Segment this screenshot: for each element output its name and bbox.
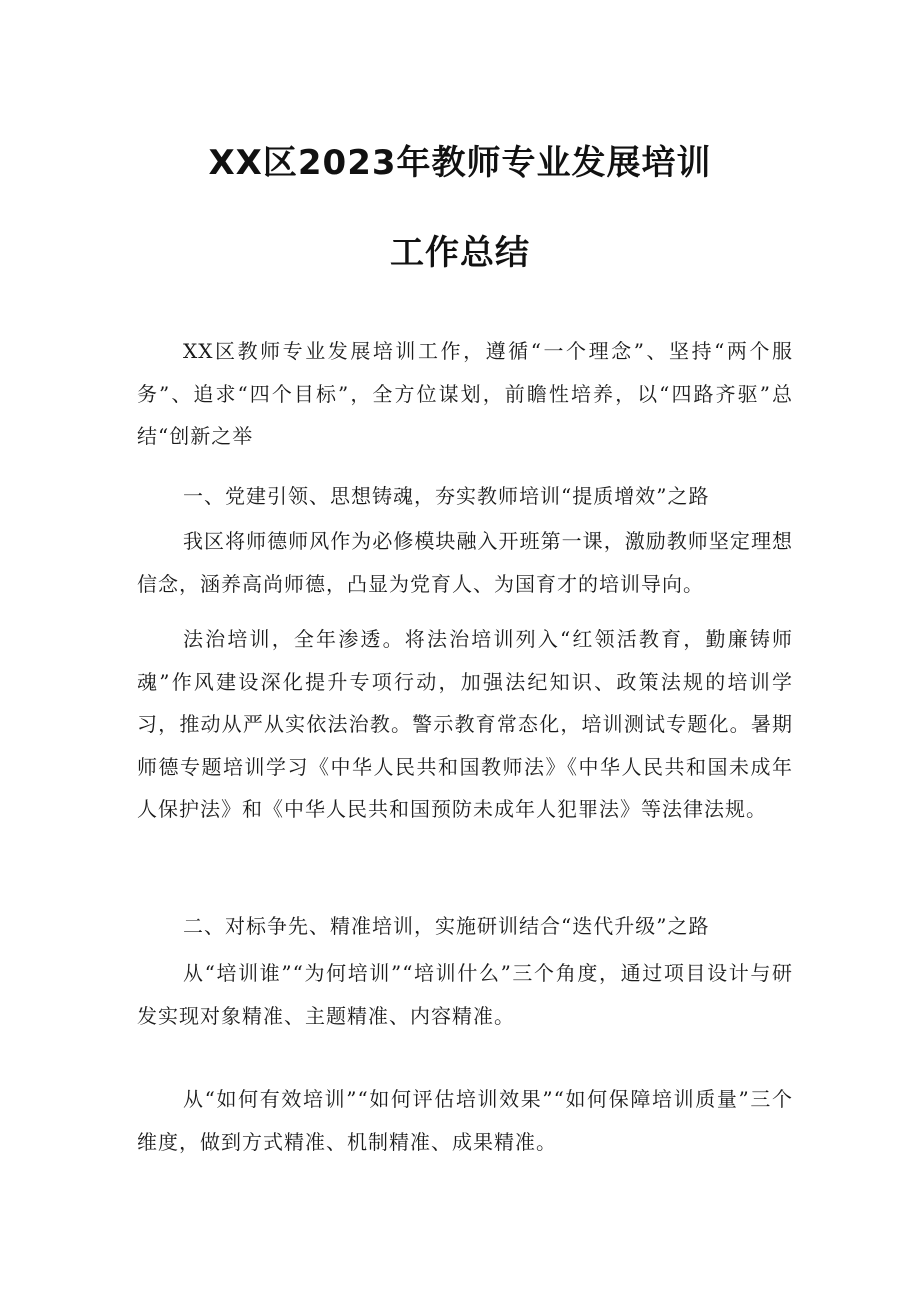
section-heading-2: 二、对标争先、精准培训，实施研训结合“迭代升级”之路 (183, 914, 710, 938)
paragraph-3: 从“培训谁”“为何培训”“培训什么”三个角度，通过项目设计与研发实现对象精准、主题精准、内容精准。 (137, 961, 793, 1028)
paragraph-2: 法治培训，全年渗透。将法治培训列入“红领活教育，勤廉铸师魂”作风建设深化提升专项行动，加强法纪知识、政策法规的培训学习，推动从严从实依法治教。警示教育常态化，培训测试专题化。暑期师德专题培训学习《中华人民共和国教师法》《中华人民共和国未成年人保护法》和《中华人民共和国预防未成年人犯罪法》等法律法规。 (137, 627, 793, 821)
paragraph-intro: XX区教师专业发展培训工作，遵循“一个理念”、坚持“两个服务”、追求“四个目标”，全方位谋划，前瞻性培养，以“四路齐驱”总结“创新之举 (137, 339, 793, 448)
document-title-line-2: 工作总结 (390, 233, 530, 273)
section-heading-1: 一、党建引领、思想铸魂，夯实教师培训“提质增效”之路 (183, 484, 710, 508)
document-title-line-1: XX区2023年教师专业发展培训 (208, 143, 712, 183)
paragraph-1: 我区将师德师风作为必修模块融入开班第一课，激励教师坚定理想信念，涵养高尚师德，凸显为党育人、为国育才的培训导向。 (137, 529, 793, 596)
paragraph-4: 从“如何有效培训”“如何评估培训效果”“如何保障培训质量”三个维度，做到方式精准、机制精准、成果精准。 (137, 1087, 793, 1154)
